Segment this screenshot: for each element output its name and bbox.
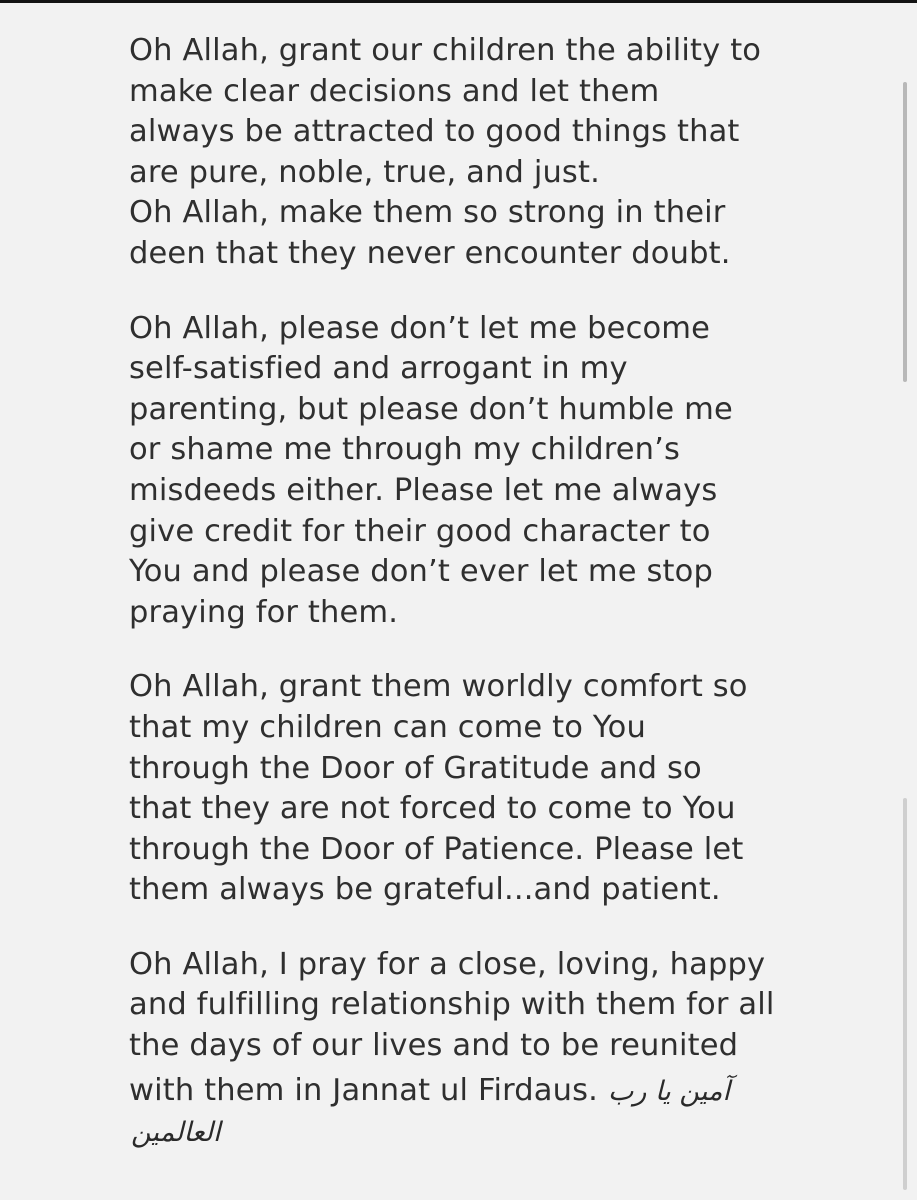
- arabic-text: آمین یا رب: [607, 1075, 731, 1107]
- text-line: are pure, noble, true, and just.: [129, 154, 600, 190]
- text-line: Oh Allah, make them so strong in their: [129, 195, 726, 231]
- prayer-text: [129, 31, 889, 1155]
- paragraph-1: [129, 31, 889, 275]
- text-line: through the Door of Gratitude and so: [129, 750, 702, 786]
- text-line: them always be grateful...and patient.: [129, 872, 721, 908]
- text-line: parenting, but please don’t humble me: [129, 391, 733, 427]
- text-line: You and please don’t ever let me stop: [129, 554, 713, 590]
- text-line: make clear decisions and let them: [129, 73, 660, 109]
- scrollbar-thumb[interactable]: [903, 798, 907, 1190]
- text-line: misdeeds either. Please let me always: [129, 472, 718, 508]
- text-segment: with them in Jannat ul Firdaus.: [129, 1072, 598, 1108]
- text-line: Oh Allah, I pray for a close, loving, happy: [129, 946, 766, 982]
- text-line: self-satisfied and arrogant in my: [129, 351, 628, 387]
- paragraph-gap: [129, 911, 889, 945]
- text-line: Oh Allah, please don’t let me become: [129, 310, 711, 346]
- text-line: give credit for their good character to: [129, 513, 711, 549]
- text-line: that they are not forced to come to You: [129, 791, 736, 827]
- text-line: Oh Allah, grant our children the ability to: [129, 33, 762, 68]
- text-line: praying for them.: [129, 594, 399, 630]
- text-line: and fulfilling relationship with them for all: [129, 987, 775, 1023]
- arabic-text-continued: العالمین: [131, 1117, 221, 1149]
- text-line: through the Door of Patience. Please let: [129, 831, 744, 867]
- text-line: the days of our lives and to be reunited: [129, 1028, 739, 1064]
- paragraph-2: [129, 309, 889, 634]
- text-line: always be attracted to good things that: [129, 114, 740, 150]
- text-line: that my children can come to You: [129, 709, 646, 745]
- paragraph-gap: [129, 633, 889, 667]
- text-line-with-arabic: [129, 1071, 889, 1112]
- scroll-indicator: [903, 82, 907, 382]
- paragraph-4: [129, 945, 889, 1155]
- paragraph-gap: [129, 275, 889, 309]
- text-line: Oh Allah, grant them worldly comfort so: [129, 669, 748, 705]
- text-line: deen that they never encounter doubt.: [129, 235, 731, 271]
- top-border: [0, 0, 917, 3]
- paragraph-3: [129, 667, 889, 911]
- text-line: or shame me through my children’s: [129, 432, 681, 468]
